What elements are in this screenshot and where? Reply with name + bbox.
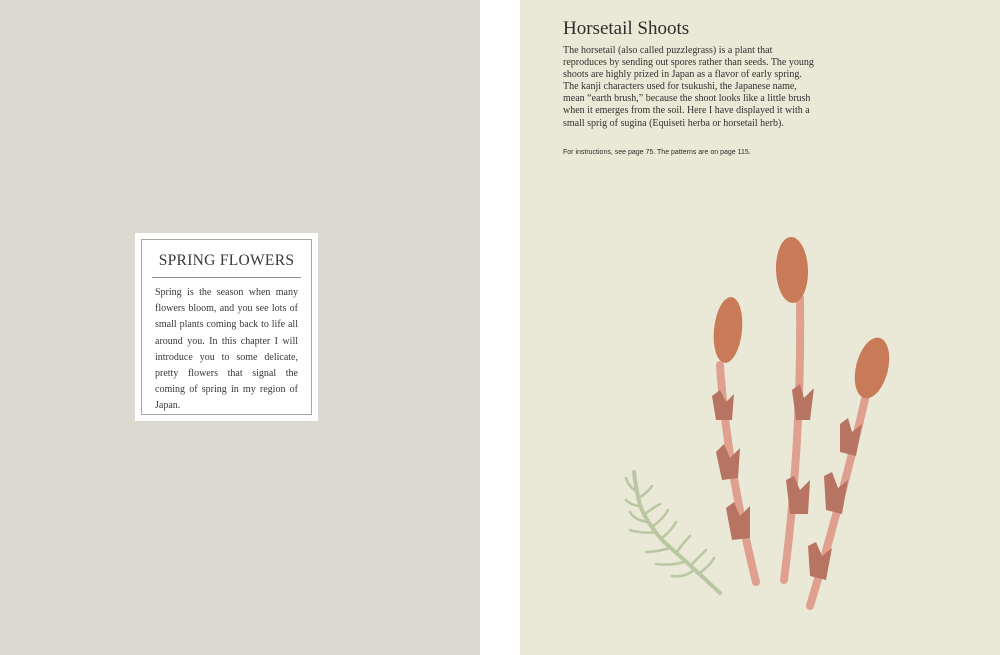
page-body-text: The horsetail (also called puzzlegrass) is a plant that reproduces by sending out spores rather than seeds. The young shoots are highly prized in Japan as a flavor of early spring. The kanji characters used for tsukushi, the Japanese name, mean “earth brush,” because the shoot looks like a little brush when it emerges from the soil. Here I have displayed it with a small sprig of sugina (Equiseti herba or horsetail herb). (563, 45, 814, 129)
chapter-title-rule (152, 277, 301, 278)
chapter-title: SPRING FLOWERS (158, 252, 295, 269)
horsetail-photo (600, 225, 920, 625)
horsetail-shoot-middle (775, 236, 814, 580)
horsetail-shoot-right (808, 334, 895, 606)
chapter-intro-text: Spring is the season when many flowers bloom, and you see lots of small plants coming back to life all around you. In this chapter I will introduce you to some delicate, pretty flowers that signal the coming of spring in my region of Japan. (155, 287, 298, 412)
chapter-card-frame (141, 239, 312, 415)
page-title: Horsetail Shoots (563, 18, 690, 39)
chapter-card (135, 233, 318, 421)
instructions-note: For instructions, see page 75. The patterns are on page 115. (563, 149, 751, 156)
sugina-sprig-illustration (626, 472, 720, 593)
page-gutter (480, 0, 520, 655)
horsetail-shoot-left (711, 296, 756, 582)
